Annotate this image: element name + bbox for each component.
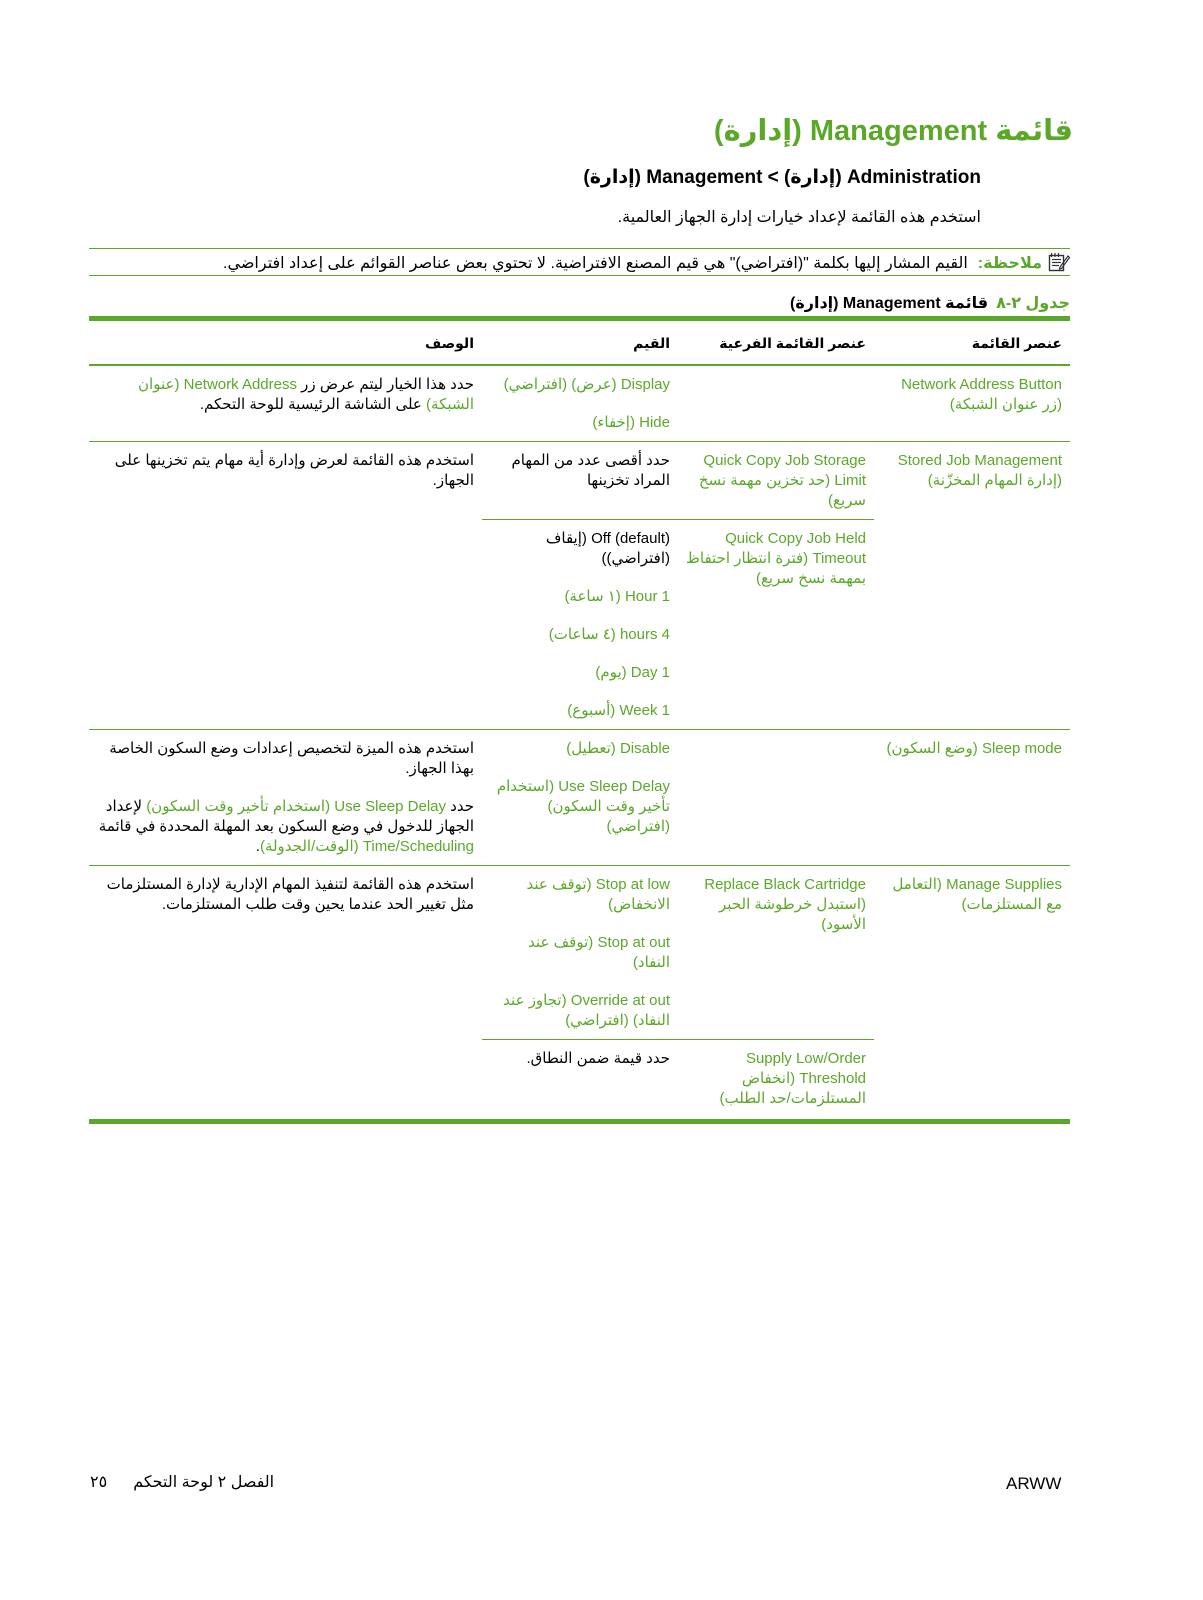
menu-item-sleep-mode: Sleep mode (وضع السكون) xyxy=(874,730,1070,866)
table-header-row xyxy=(89,319,1070,366)
table-caption xyxy=(790,293,1070,313)
desc-text: على الشاشة الرئيسية للوحة التحكم. xyxy=(199,396,427,413)
table-caption-text: قائمة Management (إدارة) xyxy=(789,295,989,312)
description-cell xyxy=(89,365,482,442)
values-cell: حدد قيمة ضمن النطاق. xyxy=(482,1040,678,1122)
values-cell xyxy=(482,365,678,442)
description-cell: استخدم هذه القائمة لعرض وإدارة أية مهام يتم تخزينها على الجهاز. xyxy=(89,442,482,730)
description-cell: استخدم هذه القائمة لتنفيذ المهام الإدارية لإدارة المستلزمات مثل تغيير الحد عندما يحين وقت طلب المستلزمات. xyxy=(89,866,482,1122)
desc-green-text: Time/Scheduling (الوقت/الجدولة) xyxy=(259,838,474,855)
header-menu-item: عنصر القائمة xyxy=(874,319,1070,366)
desc-paragraph xyxy=(97,797,474,857)
footer-page-info xyxy=(90,1472,274,1492)
value-1-hour: 1 Hour (١ ساعة) xyxy=(564,588,670,605)
sub-menu-item-quick-copy-held-timeout: Quick Copy Job Held Timeout (فترة انتظار احتفاظ بمهمة نسخ سريع) xyxy=(678,520,874,730)
note-label: ملاحظة: xyxy=(977,255,1042,272)
desc-text: حدد هذا الخيار ليتم عرض زر xyxy=(297,376,474,393)
footer-doc-code: ARWW xyxy=(1006,1474,1062,1493)
desc-text: لإعداد الجهاز للدخول في وضع السكون بعد المهلة المحددة في قائمة xyxy=(98,798,474,835)
page-title: قائمة Management (إدارة) xyxy=(713,115,1073,147)
value-hide: Hide (إخفاء) xyxy=(592,414,670,431)
table-row xyxy=(89,866,1070,1040)
sub-menu-item-empty xyxy=(678,730,874,866)
management-menu-table xyxy=(89,316,1070,1124)
value-display: Display (عرض) (افتراضي) xyxy=(503,376,670,393)
header-sub-menu-item: عنصر القائمة الفرعية xyxy=(678,319,874,366)
value-4-hours: 4 hours (٤ ساعات) xyxy=(548,626,670,643)
sub-menu-item-supply-low-order-threshold: Supply Low/Order Threshold (انخفاض المستلزمات/حد الطلب) xyxy=(678,1040,874,1122)
sub-menu-item-quick-copy-storage-limit: Quick Copy Job Storage Limit (حد تخزين مهمة نسخ سريع) xyxy=(678,442,874,520)
values-cell xyxy=(482,520,678,730)
value-1-day: 1 Day (يوم) xyxy=(595,664,670,681)
table-row xyxy=(89,442,1070,520)
table-row xyxy=(89,730,1070,866)
menu-item-network-address-button: Network Address Button (زر عنوان الشبكة) xyxy=(901,376,1062,413)
desc-green-text: Network Address (عنوان الشبكة) xyxy=(138,376,474,413)
table-row xyxy=(89,365,1070,442)
header-values: القيم xyxy=(482,319,678,366)
note-box xyxy=(89,248,1070,276)
sub-menu-item-replace-black-cartridge: Replace Black Cartridge (استبدل خرطوشة الحبر الأسود) xyxy=(678,866,874,1040)
value-stop-at-out: Stop at out (توقف عند النفاد) xyxy=(528,934,670,971)
footer-section: الفصل ٢ لوحة التحكم xyxy=(133,1474,275,1491)
values-cell xyxy=(482,866,678,1040)
breadcrumb: Administration (إدارة) > Management (إدارة) xyxy=(583,167,981,188)
note-icon xyxy=(1048,252,1070,272)
values-cell xyxy=(482,730,678,866)
value-off-default: Off (default) (إيقاف (افتراضي)) xyxy=(545,530,670,567)
intro-text: استخدم هذه القائمة لإعداد خيارات إدارة الجهاز العالمية. xyxy=(617,209,981,226)
value-override-at-out: Override at out (تجاوز عند النفاد) (افتراضي) xyxy=(503,992,670,1029)
menu-item-manage-supplies: Manage Supplies (التعامل مع المستلزمات) xyxy=(874,866,1070,1122)
description-cell xyxy=(89,730,482,866)
footer-page-number: ٢٥ xyxy=(90,1474,108,1491)
header-description: الوصف xyxy=(89,319,482,366)
desc-green-text: Use Sleep Delay (استخدام تأخير وقت السكون) xyxy=(146,798,446,815)
values-cell: حدد أقصى عدد من المهام المراد تخزينها xyxy=(482,442,678,520)
value-1-week: 1 Week (أسبوع) xyxy=(567,702,670,719)
note-text: القيم المشار إليها بكلمة "(افتراضي)" هي قيم المصنع الافتراضية. لا تحتوي بعض عناصر القوائم على إعداد افتراضي. xyxy=(223,255,968,272)
table-bottom-rule-cell xyxy=(89,1122,1070,1125)
value-disable: Disable (تعطيل) xyxy=(566,740,670,757)
sub-menu-item-empty xyxy=(678,365,874,442)
menu-item-stored-job-management: Stored Job Management (إدارة المهام المخزّنة) xyxy=(874,442,1070,730)
table-caption-number: جدول ٢-٨ xyxy=(996,295,1070,312)
desc-text: . xyxy=(255,838,260,855)
table-bottom-rule xyxy=(89,1122,1070,1125)
value-stop-at-low: Stop at low (توقف عند الانخفاض) xyxy=(526,876,670,913)
value-use-sleep-delay: Use Sleep Delay (استخدام تأخير وقت السكون) (افتراضي) xyxy=(496,778,670,835)
desc-text: استخدم هذه الميزة لتخصيص إعدادات وضع السكون الخاصة بهذا الجهاز. xyxy=(109,740,474,777)
desc-text: حدد xyxy=(446,798,474,815)
